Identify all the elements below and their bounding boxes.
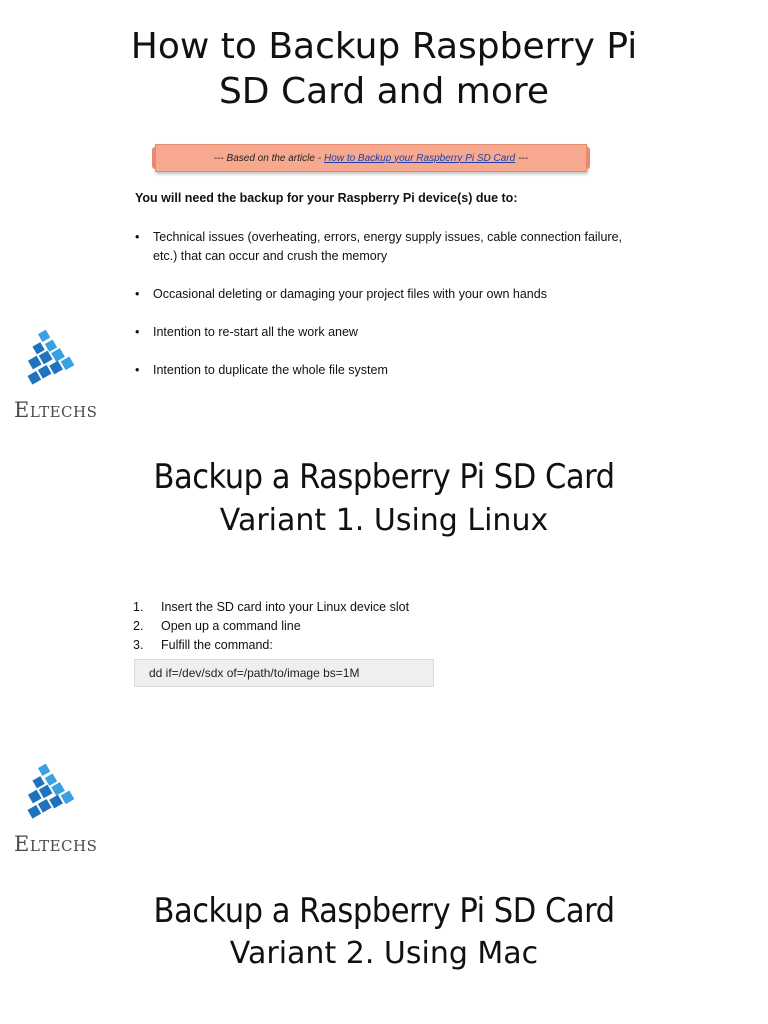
slide3-subtitle: Variant 2. Using Mac <box>229 936 539 971</box>
list-item: • Occasional deleting or damaging your project files with your own hands <box>133 285 633 304</box>
slide1-title <box>0 24 768 114</box>
slide1-title-line1: How to Backup Raspberry Pi <box>130 26 638 67</box>
eltechs-logo <box>14 764 114 856</box>
list-item <box>133 617 409 636</box>
list-item: • Intention to re-start all the work anew <box>133 323 633 342</box>
list-item <box>133 636 409 655</box>
command-box[interactable]: dd if=/dev/sdx of=/path/to/image bs=1M <box>134 659 434 687</box>
step-number: 1. <box>133 600 144 614</box>
step-number: 2. <box>133 619 144 633</box>
logo-brand: Eltechs <box>14 398 98 422</box>
eltechs-tiles-icon <box>14 764 86 830</box>
banner-prefix: --- Based on the article - <box>213 152 322 164</box>
step-text: Fulfill the command: <box>161 638 273 652</box>
step-number: 3. <box>133 638 144 652</box>
banner-suffix: --- <box>518 152 529 164</box>
slide2-subtitle: Variant 1. Using Linux <box>219 503 549 538</box>
need-heading: You will need the backup for your Raspberry Pi device(s) due to: <box>135 191 518 205</box>
article-banner <box>155 144 587 172</box>
linux-steps-list <box>133 598 409 655</box>
step-text: Insert the SD card into your Linux device slot <box>161 600 410 614</box>
slide3-title: Backup a Raspberry Pi SD Card <box>153 891 615 931</box>
eltechs-tiles-icon <box>14 330 86 396</box>
eltechs-logo <box>14 330 114 422</box>
slide2-title: Backup a Raspberry Pi SD Card <box>153 457 615 497</box>
logo-brand: Eltechs <box>14 832 98 856</box>
slide1-title-line2: SD Card and more <box>218 71 550 112</box>
reasons-list <box>133 228 633 380</box>
step-text: Open up a command line <box>161 619 301 633</box>
list-item: • Intention to duplicate the whole file system <box>133 361 633 380</box>
list-item <box>133 598 409 617</box>
list-item: • Technical issues (overheating, errors, energy supply issues, cable connection failure, etc.) that can occur and crush the memory <box>133 228 633 266</box>
article-link[interactable]: How to Backup your Raspberry Pi SD Card <box>324 152 516 164</box>
